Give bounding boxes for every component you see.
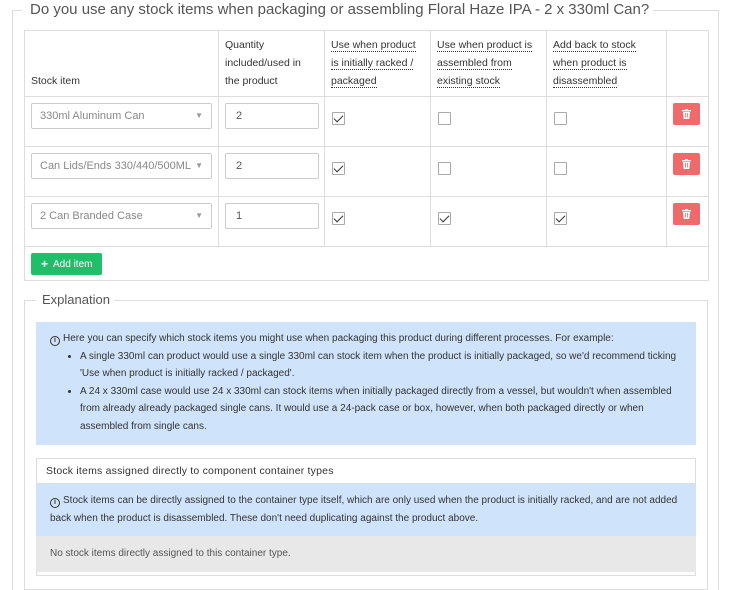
trash-icon xyxy=(682,209,691,219)
header-disassembled: Add back to stock when product is disassembled xyxy=(547,31,667,97)
racked-checkbox[interactable] xyxy=(332,112,345,125)
disassembled-checkbox[interactable] xyxy=(554,162,567,175)
quantity-input[interactable]: 2 xyxy=(225,153,319,179)
trash-icon xyxy=(682,109,691,119)
header-actions xyxy=(667,31,709,97)
quantity-input[interactable]: 2 xyxy=(225,103,319,129)
fieldset-border xyxy=(24,300,36,301)
header-assembled: Use when product is assembled from existing stock xyxy=(431,31,547,97)
fieldset-legend: Do you use any stock items when packaging or assembling Floral Haze IPA - 2 x 330ml Can? xyxy=(26,0,653,20)
add-item-button[interactable]: + Add item xyxy=(31,253,102,275)
racked-checkbox[interactable] xyxy=(332,162,345,175)
table-header-row xyxy=(25,31,709,97)
stock-item-select[interactable]: 2 Can Branded Case ▼ xyxy=(31,203,212,229)
plus-icon: + xyxy=(41,257,49,271)
stock-items-table xyxy=(24,30,709,281)
list-item: • A 24 x 330ml case would use 24 x 330ml can stock items when initially packaged directly from a vessel, but wouldn't when assembled from already already packaged single cans. It would use a 24-pack case or box, however, when both packaged directly or when assembled from single cans. xyxy=(80,383,682,436)
table-row xyxy=(25,97,709,147)
disassembled-checkbox[interactable] xyxy=(554,112,567,125)
empty-state-message: No stock items directly assigned to this container type. xyxy=(36,536,696,572)
chevron-down-icon: ▼ xyxy=(195,111,203,120)
stock-item-select[interactable]: 330ml Aluminum Can ▼ xyxy=(31,103,212,129)
table-footer-row xyxy=(25,247,709,281)
header-racked: Use when product is initially racked / packaged xyxy=(325,31,431,97)
assembled-checkbox[interactable] xyxy=(438,112,451,125)
fieldset-border xyxy=(12,10,22,11)
fieldset-border xyxy=(718,10,719,590)
delete-row-button[interactable] xyxy=(673,203,700,225)
info-icon: i xyxy=(50,498,60,508)
assembled-checkbox[interactable] xyxy=(438,162,451,175)
chevron-down-icon: ▼ xyxy=(195,211,203,220)
explanation-legend: Explanation xyxy=(42,292,110,307)
chevron-down-icon: ▼ xyxy=(195,161,203,170)
header-quantity: Quantity included/used in the product xyxy=(219,31,325,97)
container-types-info-alert: i Stock items can be directly assigned to the container type itself, which are only used when the product is initially racked, and are not added back when the product is disassembled. These don't need duplicating against the product above. xyxy=(36,484,696,536)
delete-row-button[interactable] xyxy=(673,103,700,125)
quantity-input[interactable]: 1 xyxy=(225,203,319,229)
trash-icon xyxy=(682,159,691,169)
panel-title: Stock items assigned directly to component container types xyxy=(37,459,695,484)
stock-item-select[interactable]: Can Lids/Ends 330/440/500ML ▼ xyxy=(31,153,212,179)
info-icon: i xyxy=(50,336,60,346)
header-stock-item: Stock item xyxy=(25,31,219,97)
racked-checkbox[interactable] xyxy=(332,212,345,225)
example-list xyxy=(50,348,682,436)
table-row xyxy=(25,147,709,197)
delete-row-button[interactable] xyxy=(673,153,700,175)
list-item: • A single 330ml can product would use a single 330ml can stock item when the product is initially packaged, so we'd recommend ticking 'Use when product is initially racked / packaged'. xyxy=(80,348,682,383)
assembled-checkbox[interactable] xyxy=(438,212,451,225)
table-row xyxy=(25,197,709,247)
disassembled-checkbox[interactable] xyxy=(554,212,567,225)
explanation-info-alert: i Here you can specify which stock items you might use when packaging this product during different processes. For example: • A single 330ml can product would use a single 330ml can stock item when the product is initially packaged, so we'd recommend ticking 'Use when product is initially racked / packaged'. • A 24 x 330ml case would use 24 x 330ml can stock items when initially packaged directly from a vessel, but wouldn't when assembled from already already packaged single cans. It would use a 24-pack case or box, however, when both packaged directly or when assembled from single cans. xyxy=(36,322,696,445)
fieldset-border xyxy=(114,300,708,301)
fieldset-border xyxy=(12,10,13,590)
